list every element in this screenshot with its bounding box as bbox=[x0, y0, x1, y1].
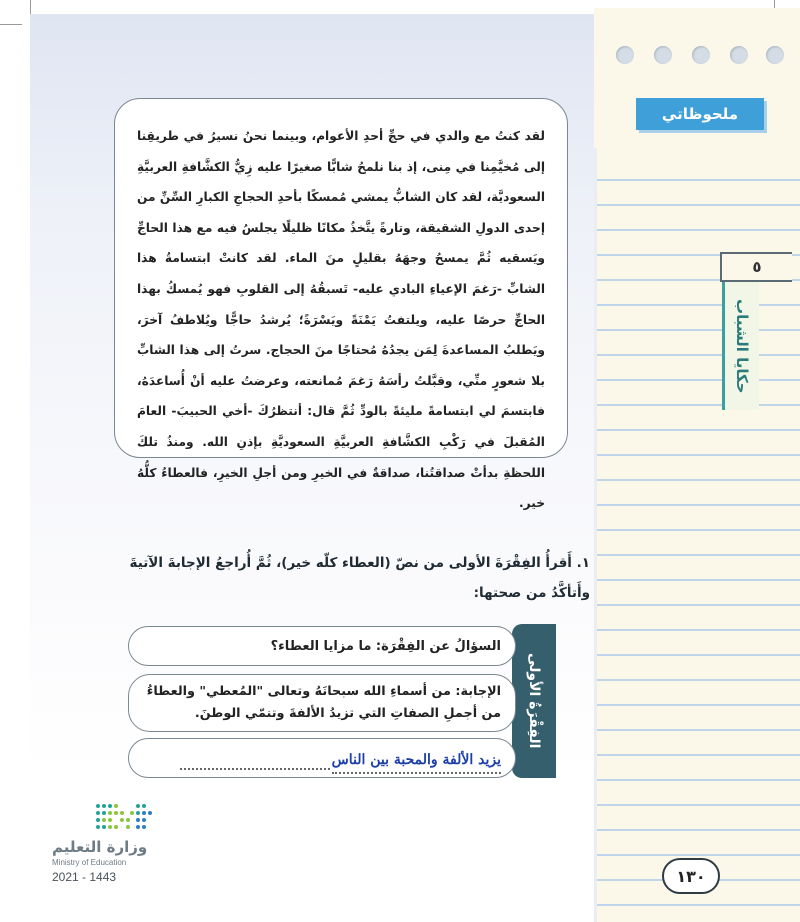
ministry-name-ar: وزارة التعليم bbox=[52, 838, 148, 856]
page-number: ١٣٠ bbox=[662, 858, 720, 894]
passage-card bbox=[114, 98, 568, 511]
writing-line[interactable] bbox=[128, 738, 516, 778]
passage-text: لقد كنتُ مع والدي في حجِّ أحدِ الأعوام، وبينما نحنُ نسيرُ في طريقِنا إلى مُخيَّمِنا في مِنى، إذ بنا نلمحُ شابًّا صغيرًا عليه زِيُّ الكشَّافةِ العربيَّةِ السعوديَّة، لقد كان الشابُّ يمشي مُمسكًا بأحدِ الحجاجِ الكبارِ السِّنِّ من إحدى الدولِ الشقيقة، وتارةً يتَّخذُ مكانًا ظليلًا يجلسُ فيه مع هذا الحاجِّ ويَسقيه ثُمَّ يمسحُ وجهَهُ بقليلٍ منَ الماء. لقد كانتْ ابتسامةُ هذا الشابِّ -رَغمَ الإعياءِ البادي عليه- تَسبقُهُ إلى القلوبِ فهو يُمسكُ بهذا الحاجِّ حرصًا عليه، ويلتفتُ يَمْنَةً ويَسْرَةً؛ يُرشدُ حاجًّا ويُلاطفُ آخرَ، ويَطلبُ المساعدةَ لِمَن يجدُهُ مُحتاجًا منَ الحجاج. سرتُ إلى هذا الشابِّ بلا شعورٍ منِّي، وقبَّلتُ رأسَهُ رَغمَ مُمانعته، وعرضتُ عليه أنْ أُساعدَهُ، فابتسمَ لي ابتسامةً مليئةً بالودِّ ثُمَّ قال: أنتظرُكَ -أخي الحبيبَ- العامَ المُقبلَ في رَكْبِ الكشَّافةِ العربيَّةِ السعوديَّةِ بإذنِ الله. ومنذُ تلكَ اللحظةِ بدأتْ صداقتُنا، صداقةٌ في الخيرِ ومن أجلِ الخيرِ، فالعطاءُ كلُّهُ خير. bbox=[137, 129, 545, 511]
binder-hole-icon bbox=[616, 46, 634, 64]
ministry-name-en: Ministry of Education bbox=[52, 858, 127, 867]
question-row bbox=[128, 626, 516, 666]
binder-hole-icon bbox=[692, 46, 710, 64]
crop-mark bbox=[0, 24, 22, 25]
question-row-text: السؤالُ عن الفِقْرَة: ما مزايا العطاء؟ bbox=[270, 639, 501, 654]
binder-hole-icon bbox=[766, 46, 784, 64]
dotted-line bbox=[180, 750, 330, 770]
notes-label: ملحوظاتي bbox=[636, 98, 764, 130]
binder-hole-icon bbox=[730, 46, 748, 64]
handwritten-answer: يزيد الألفة والمحبة بين الناس bbox=[332, 748, 501, 774]
answer-row bbox=[128, 674, 516, 732]
ministry-logo-icon bbox=[92, 800, 156, 834]
unit-title: حكايا الشباب bbox=[722, 282, 759, 410]
unit-number: ٥ bbox=[720, 252, 792, 282]
answer-row-text: الإجابة: من أسماءِ الله سبحانَهُ وتعالى "المُعطي" والعطاءُ من أجملِ الصفاتِ التي تزيدُ الألفةَ وتنمّي الوطنَ. bbox=[146, 684, 501, 721]
question-text: ١. أَقرأُ الفِقْرَةَ الأولى من نصّ (العطاء كلّه خير)، ثُمَّ أُراجعُ الإجابةَ الآتيةَ وأَتأكَّدُ من صحتها: bbox=[129, 555, 590, 601]
edition-year: 2021 - 1443 bbox=[52, 870, 117, 884]
paragraph-tab: الفِقْرَةُ الأولى bbox=[512, 624, 556, 778]
binder-hole-icon bbox=[654, 46, 672, 64]
